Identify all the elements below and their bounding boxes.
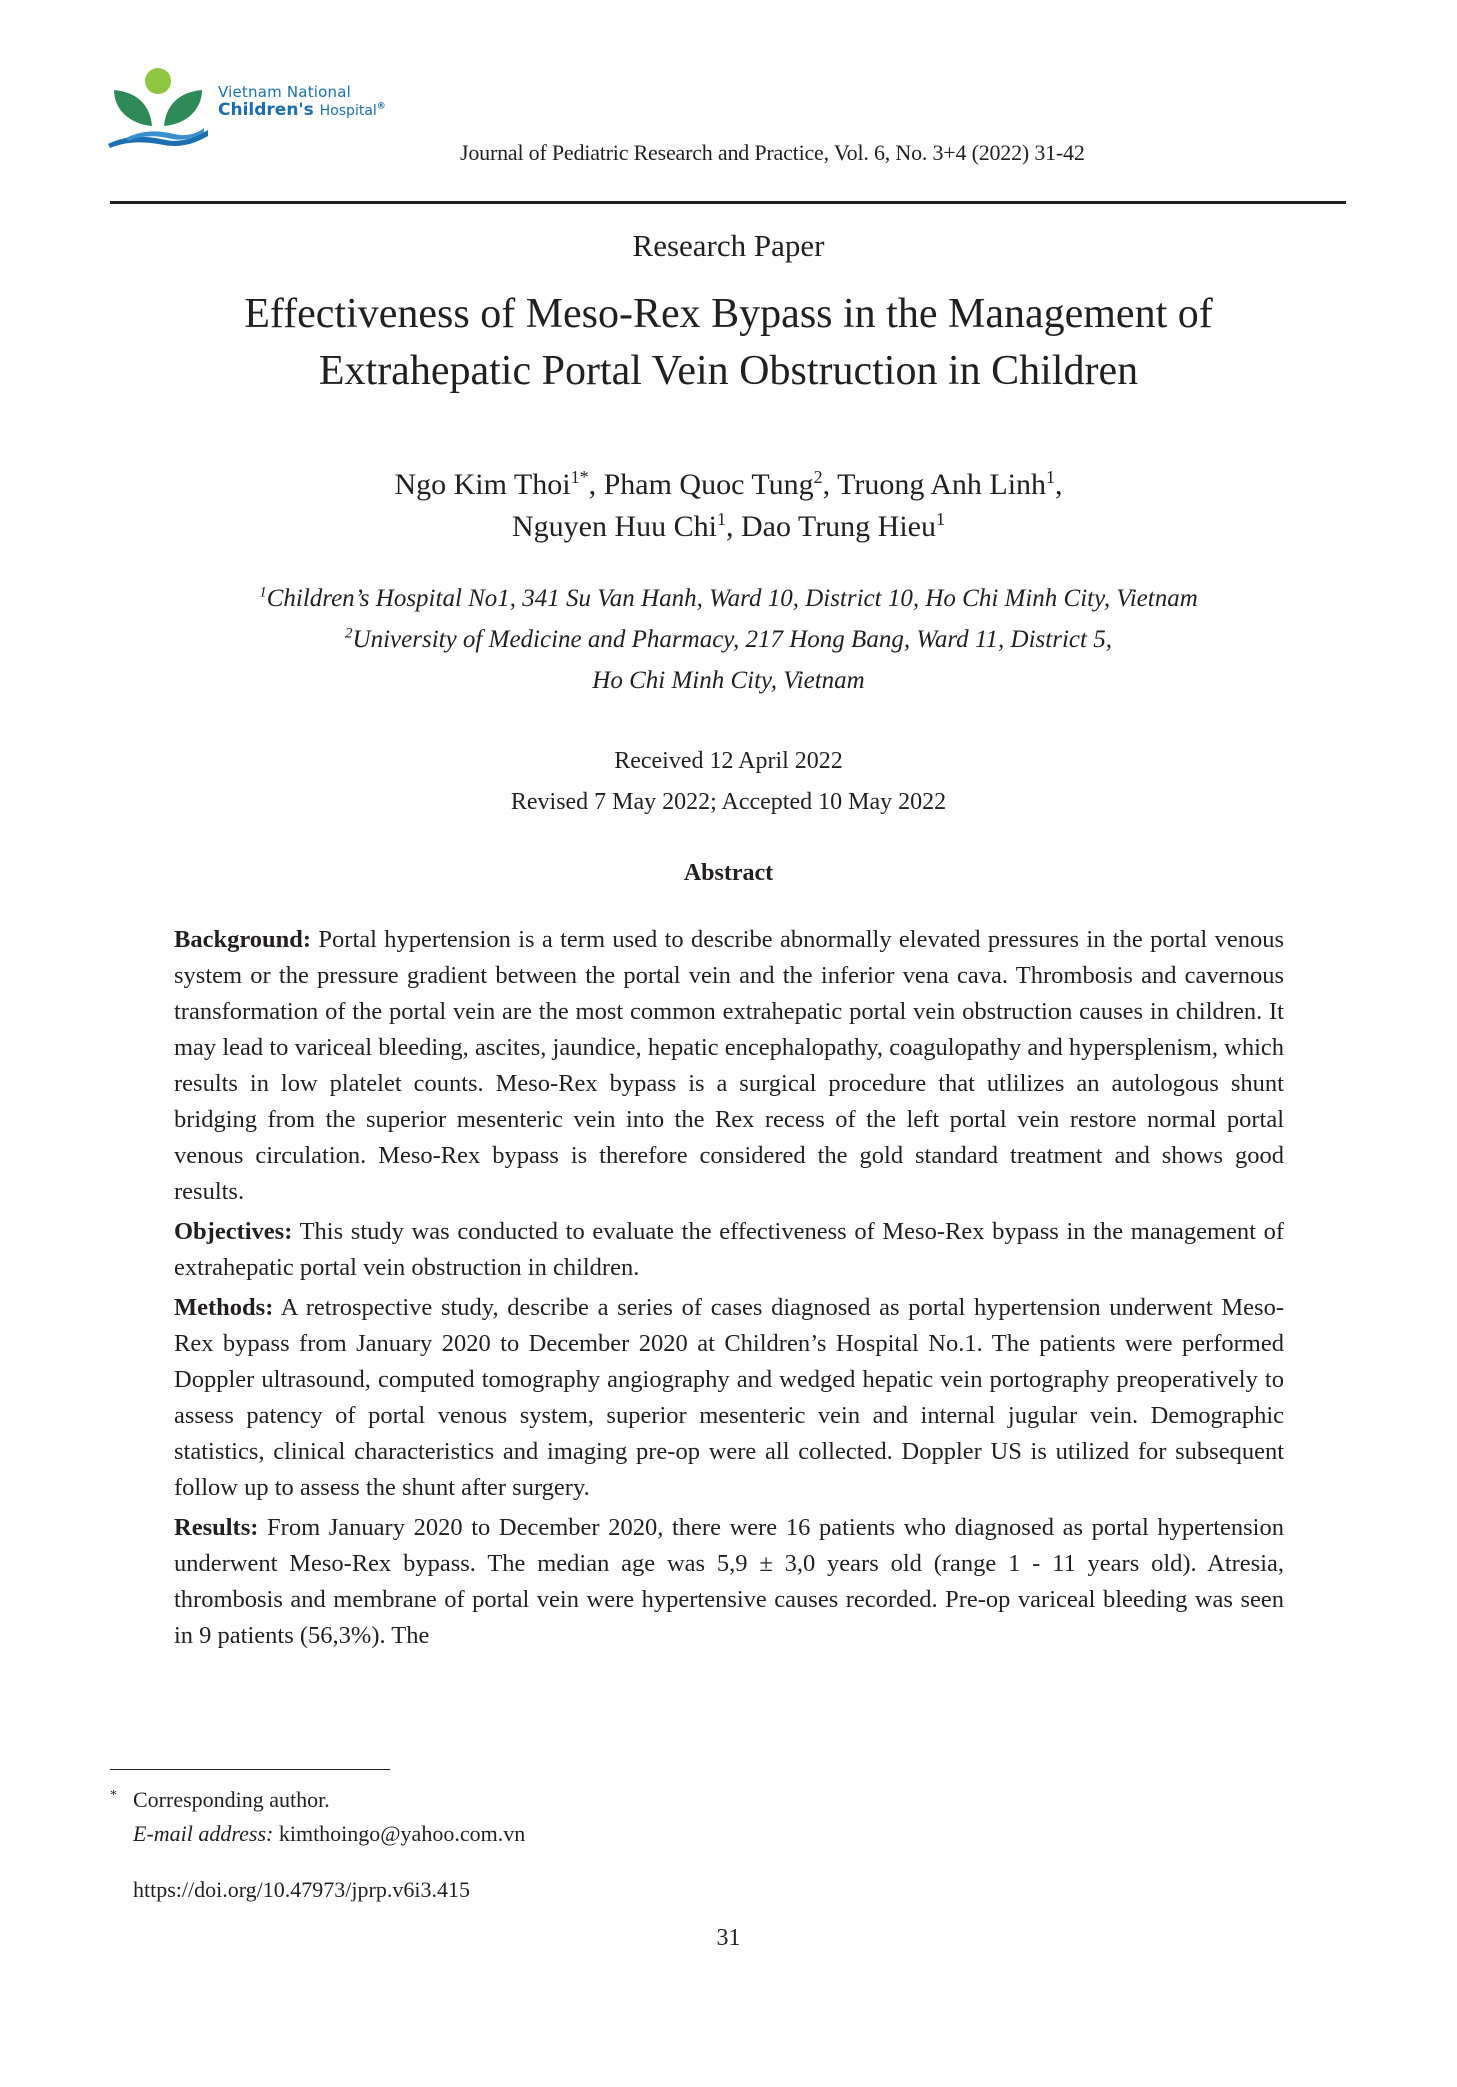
page-number: 31 bbox=[716, 1925, 741, 1951]
logo-hospital: Hospital bbox=[319, 103, 377, 120]
section-text: From January 2020 to December 2020, there were 16 patients who diagnosed as portal hypertension underwent Meso-Rex bypass. The median age was 5,9 ± 3,0 years old (range 1 - 11 years old). Atresia, thrombosis and membrane of portal vein were hypertensive causes recorded. Pre-op variceal bleeding was seen in 9 patients (56,3%). The bbox=[174, 1514, 1284, 1649]
abstract-background bbox=[174, 922, 1284, 1210]
title-line-2: Extrahepatic Portal Vein Obstruction in Children bbox=[318, 348, 1139, 394]
author-affil-sup: 1 bbox=[716, 509, 726, 529]
section-label: Objectives: bbox=[174, 1218, 293, 1245]
author: Nguyen Huu Chi bbox=[511, 510, 717, 543]
affiliation-2-continued: Ho Chi Minh City, Vietnam bbox=[592, 667, 865, 694]
affiliation-1 bbox=[0, 578, 1457, 619]
footnote-divider bbox=[110, 1769, 390, 1770]
registered-mark: ® bbox=[376, 101, 386, 112]
author-affil-sup: 1* bbox=[570, 467, 589, 487]
abstract-results bbox=[174, 1510, 1284, 1654]
footnote-marker: * bbox=[110, 1788, 117, 1803]
author-line-2 bbox=[0, 506, 1457, 548]
email-link[interactable]: kimthoingo@yahoo.com.vn bbox=[273, 1821, 526, 1846]
email-label: E-mail address: bbox=[133, 1821, 274, 1846]
author-affil-sup: 2 bbox=[813, 467, 823, 487]
article-dates bbox=[0, 741, 1457, 823]
section-label: Results: bbox=[174, 1514, 259, 1541]
article-title bbox=[0, 286, 1457, 400]
affil-text: University of Medicine and Pharmacy, 217 Hong Bang, Ward 11, District 5, bbox=[352, 626, 1112, 653]
abstract-methods bbox=[174, 1290, 1284, 1506]
affil-sup: 2 bbox=[345, 625, 353, 642]
affiliation-2 bbox=[0, 619, 1457, 660]
article-type: Research Paper bbox=[632, 228, 825, 263]
journal-citation: Journal of Pediatric Research and Practice, Vol. 6, No. 3+4 (2022) 31-42 bbox=[460, 140, 1085, 165]
logo-emblem-icon bbox=[108, 64, 208, 154]
abstract-heading: Abstract bbox=[683, 860, 774, 886]
author: Ngo Kim Thoi bbox=[394, 468, 571, 501]
author-affil-sup: 1 bbox=[936, 509, 945, 529]
header-divider bbox=[110, 201, 1346, 204]
logo-line1: Vietnam National bbox=[218, 83, 351, 101]
corresponding-label: Corresponding author. bbox=[133, 1787, 330, 1812]
abstract-body bbox=[174, 922, 1284, 1658]
section-text: This study was conducted to evaluate the effectiveness of Meso-Rex bypass in the management of extrahepatic portal vein obstruction in children. bbox=[174, 1218, 1284, 1281]
section-label: Background: bbox=[174, 926, 312, 953]
hospital-logo bbox=[108, 64, 428, 154]
logo-line2 bbox=[218, 101, 386, 121]
section-label: Methods: bbox=[174, 1294, 274, 1321]
author: Dao Trung Hieu bbox=[740, 510, 936, 543]
affiliations bbox=[0, 578, 1457, 701]
author-line-1 bbox=[0, 464, 1457, 506]
logo-childrens: Children's bbox=[218, 100, 314, 121]
abstract-objectives bbox=[174, 1214, 1284, 1286]
author: Pham Quoc Tung bbox=[603, 468, 814, 501]
affil-sup: 1 bbox=[259, 584, 267, 601]
logo-wordmark bbox=[218, 84, 386, 121]
author-sep: , bbox=[822, 468, 838, 501]
author-sep: , bbox=[725, 510, 741, 543]
section-text: A retrospective study, describe a series of cases diagnosed as portal hypertension underwent Meso-Rex bypass from January 2020 to December 2020 at Children’s Hospital No.1. The patients were performed Doppler ultrasound, computed tomography angiography and wedged hepatic vein portography preoperatively to assess patency of portal venous system, superior mesenteric vein and internal jugular vein. Demographic statistics, clinical characteristics and imaging pre-op were all collected. Doppler US is utilized for subsequent follow up to assess the shunt after surgery. bbox=[174, 1294, 1284, 1501]
author-list bbox=[0, 464, 1457, 548]
section-text: Portal hypertension is a term used to describe abnormally elevated pressures in the portal venous system or the pressure gradient between the portal vein and the inferior vena cava. Thrombosis and cavernous transformation of the portal vein are the most common extrahepatic portal vein obstruction causes in children. It may lead to variceal bleeding, ascites, jaundice, hepatic encephalopathy, coagulopathy and hypersplenism, which results in low platelet counts. Meso-Rex bypass is a surgical procedure that utlilizes an autologous shunt bridging from the superior mesenteric vein into the Rex recess of the left portal vein restore normal portal venous circulation. Meso-Rex bypass is therefore considered the gold standard treatment and shows good results. bbox=[174, 926, 1284, 1205]
title-line-1: Effectiveness of Meso-Rex Bypass in the Management of bbox=[244, 291, 1213, 337]
author: Truong Anh Linh bbox=[837, 468, 1047, 501]
author-sep: , bbox=[588, 468, 604, 501]
received-date: Received 12 April 2022 bbox=[614, 748, 843, 774]
affil-text: Children’s Hospital No1, 341 Su Van Hanh, Ward 10, District 10, Ho Chi Minh City, Vietnam bbox=[266, 585, 1198, 612]
corresponding-author-footnote bbox=[110, 1783, 525, 1851]
doi-link[interactable]: https://doi.org/10.47973/jprp.v6i3.415 bbox=[133, 1877, 470, 1902]
author-sep: , bbox=[1055, 468, 1063, 501]
revised-accepted-date: Revised 7 May 2022; Accepted 10 May 2022 bbox=[510, 789, 947, 815]
author-affil-sup: 1 bbox=[1046, 467, 1056, 487]
email-line bbox=[133, 1817, 525, 1851]
